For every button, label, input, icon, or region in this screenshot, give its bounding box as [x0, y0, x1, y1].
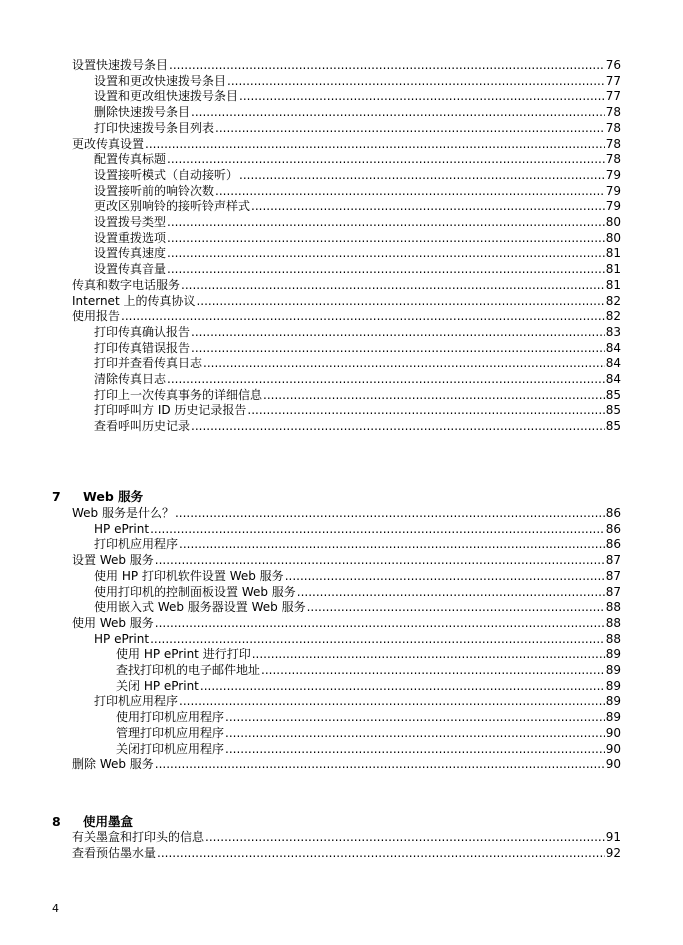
dot-leader: [263, 388, 605, 403]
toc-entry-title: 设置拨号类型: [94, 215, 167, 229]
dot-leader: [155, 616, 605, 631]
toc-entry-page: 88: [605, 600, 621, 615]
toc-entry[interactable]: [116, 710, 621, 725]
toc-entry-page: 83: [605, 324, 621, 339]
toc-entry-title: 打印机应用程序: [94, 694, 179, 709]
toc-entry-page: 82: [605, 309, 621, 324]
toc-entry-page: 91: [605, 830, 621, 844]
toc-entry[interactable]: [94, 388, 621, 403]
toc-entry[interactable]: [94, 356, 621, 371]
dot-leader: [179, 694, 605, 709]
toc-entry-page: 77: [605, 89, 621, 104]
dot-leader: [155, 757, 605, 772]
toc-entry[interactable]: [72, 616, 621, 631]
toc-entry[interactable]: [94, 246, 621, 261]
dot-leader: [297, 585, 605, 600]
toc-entry-title: 使用报告: [72, 309, 121, 324]
toc-entry-page: 86: [605, 521, 621, 536]
toc-entry-page: 82: [605, 293, 621, 308]
toc-entry[interactable]: [94, 632, 621, 647]
toc-entry[interactable]: [116, 742, 621, 757]
toc-entry-title: HP ePrint: [94, 521, 150, 536]
toc-entry-page: 79: [605, 199, 621, 214]
toc-entry[interactable]: [94, 262, 621, 277]
toc-entry-page: 90: [605, 725, 621, 740]
toc-entry[interactable]: [72, 846, 621, 861]
toc-entry-page: 80: [605, 215, 621, 229]
toc-entry[interactable]: [94, 694, 621, 709]
toc-entry[interactable]: [72, 278, 621, 293]
toc-entry-title: 打印机应用程序: [94, 537, 179, 552]
dot-leader: [150, 632, 605, 647]
dot-leader: [196, 294, 604, 309]
dot-leader: [225, 726, 605, 741]
toc-entry[interactable]: [72, 137, 621, 152]
toc-entry-page: 84: [605, 356, 621, 371]
toc-entry-title: 清除传真日志: [94, 372, 167, 386]
toc-entry-title: 打印并查看传真日志: [94, 356, 203, 371]
chapter-title: Web 服务: [83, 489, 144, 504]
toc-entry-page: 76: [605, 58, 621, 72]
dot-leader: [239, 168, 605, 183]
toc-entry-page: 80: [605, 230, 621, 245]
dot-leader: [145, 137, 605, 152]
dot-leader: [155, 553, 605, 568]
toc-entry-page: 87: [605, 584, 621, 599]
toc-entry-title: 删除 Web 服务: [72, 757, 154, 772]
dot-leader: [191, 419, 605, 434]
toc-entry-page: 84: [605, 372, 621, 386]
dot-leader: [181, 278, 605, 293]
toc-entry-title: 使用打印机的控制面板设置 Web 服务: [94, 584, 296, 599]
toc-entry-title: 设置接听模式（自动接听）: [94, 167, 239, 182]
toc-entry-title: 打印呼叫方 ID 历史记录报告: [94, 403, 247, 418]
dot-leader: [167, 372, 605, 387]
toc-entry[interactable]: [94, 600, 621, 615]
chapter-number: 7: [52, 489, 61, 504]
toc-entry-page: 88: [605, 631, 621, 646]
dot-leader: [203, 356, 605, 371]
toc-entry[interactable]: [94, 74, 621, 89]
toc-entry[interactable]: [116, 726, 621, 741]
chapter-title: 使用墨盒: [83, 814, 134, 829]
dot-leader: [307, 600, 605, 615]
toc-entry[interactable]: [94, 585, 621, 600]
toc-entry-page: 85: [605, 387, 621, 402]
toc-entry[interactable]: [72, 553, 621, 568]
toc-entry-title: 设置接听前的响铃次数: [94, 183, 215, 198]
toc-entry-page: 81: [605, 262, 621, 277]
toc-entry[interactable]: [94, 537, 621, 552]
toc-entry-page: 77: [605, 73, 621, 88]
dot-leader: [121, 309, 605, 324]
toc-entry-title: 更改区别响铃的接听铃声样式: [94, 199, 251, 214]
dot-leader: [200, 679, 605, 694]
toc-entry[interactable]: [94, 569, 621, 584]
toc-entry-page: 78: [605, 120, 621, 135]
toc-entry[interactable]: [72, 757, 621, 772]
toc-entry-page: 87: [605, 568, 621, 583]
toc-entry[interactable]: [94, 231, 621, 246]
dot-leader: [167, 246, 605, 261]
dot-leader: [227, 74, 605, 89]
toc-entry-title: 打印上一次传真事务的详细信息: [94, 387, 263, 402]
toc-entry-title: 打印快速拨号条目列表: [94, 120, 215, 135]
toc-entry-title: 打印传真确认报告: [94, 324, 191, 339]
dot-leader: [167, 231, 605, 246]
toc-entry-page: 86: [605, 506, 621, 520]
toc-entry-title: 关闭 HP ePrint: [116, 678, 199, 693]
toc-entry-title: 查找打印机的电子邮件地址: [116, 663, 261, 677]
toc-entry[interactable]: [72, 309, 621, 324]
toc-entry-page: 81: [605, 246, 621, 261]
dot-leader: [247, 403, 604, 418]
toc-entry-title: Internet 上的传真协议: [72, 293, 196, 308]
toc-entry-page: 89: [605, 647, 621, 662]
toc-entry-title: 使用嵌入式 Web 服务器设置 Web 服务: [94, 600, 306, 615]
toc-entry-page: 85: [605, 403, 621, 418]
toc-entry-title: Web 服务是什么？: [72, 506, 174, 520]
toc-entry[interactable]: [94, 89, 621, 104]
toc-entry-title: 设置和更改组快速拨号条目: [94, 89, 239, 104]
toc-entry-page: 89: [605, 678, 621, 693]
dot-leader: [167, 152, 605, 167]
dot-leader: [285, 569, 605, 584]
toc-entry-page: 89: [605, 663, 621, 677]
dot-leader: [150, 522, 605, 537]
toc-entry-title: 关闭打印机应用程序: [116, 741, 225, 756]
toc-entry-title: 设置传真速度: [94, 246, 167, 261]
toc-entry-title: 设置快速拨号条目: [72, 58, 169, 72]
dot-leader: [167, 262, 605, 277]
toc-entry[interactable]: [94, 341, 621, 356]
toc-entry-title: 设置和更改快速拨号条目: [94, 73, 227, 88]
toc-entry-title: 打印传真错误报告: [94, 340, 191, 355]
toc-entry-page: 79: [605, 183, 621, 198]
toc-entry-title: HP ePrint: [94, 631, 150, 646]
dot-leader: [225, 710, 605, 725]
toc-entry-title: 使用 Web 服务: [72, 615, 154, 630]
toc-entry-title: 使用打印机应用程序: [116, 710, 225, 725]
toc-entry[interactable]: [94, 184, 621, 199]
dot-leader: [179, 537, 605, 552]
dot-leader: [157, 846, 605, 861]
toc-entry[interactable]: [94, 419, 621, 434]
toc-entry-page: 85: [605, 419, 621, 434]
toc-entry[interactable]: [94, 168, 621, 183]
dot-leader: [167, 215, 605, 230]
dot-leader: [191, 325, 605, 340]
chapter-number: 8: [52, 814, 61, 829]
toc-entry-page: 90: [605, 757, 621, 772]
toc-entry[interactable]: [72, 830, 621, 845]
toc-entry-page: 84: [605, 340, 621, 355]
toc-entry-title: 配置传真标题: [94, 152, 167, 167]
toc-entry[interactable]: [116, 647, 621, 662]
toc-entry-page: 78: [605, 152, 621, 167]
toc-entry-title: 查看呼叫历史记录: [94, 419, 191, 434]
toc-entry-page: 78: [605, 105, 621, 120]
toc-entry[interactable]: [94, 403, 621, 418]
toc-entry-title: 使用 HP ePrint 进行打印: [116, 647, 251, 662]
dot-leader: [239, 89, 605, 104]
toc-entry-title: 设置 Web 服务: [72, 553, 154, 568]
toc-entry[interactable]: [72, 294, 621, 309]
chapter-heading: [52, 814, 133, 830]
toc-entry-title: 设置传真音量: [94, 262, 167, 277]
toc-entry-page: 90: [605, 741, 621, 756]
toc-entry-page: 87: [605, 553, 621, 568]
toc-entry[interactable]: [116, 663, 621, 678]
toc-entry[interactable]: [72, 506, 621, 521]
toc-entry[interactable]: [94, 522, 621, 537]
dot-leader: [225, 742, 605, 757]
toc-entry-title: 更改传真设置: [72, 136, 145, 151]
toc-entry[interactable]: [94, 372, 621, 387]
toc-entry-page: 89: [605, 694, 621, 709]
toc-entry[interactable]: [94, 152, 621, 167]
toc-entry-title: 管理打印机应用程序: [116, 725, 225, 740]
toc-entry[interactable]: [72, 58, 621, 73]
dot-leader: [251, 199, 605, 214]
toc-entry-title: 传真和数字电话服务: [72, 277, 181, 292]
chapter-heading: [52, 489, 143, 505]
toc-entry-title: 设置重拨选项: [94, 230, 167, 245]
toc-entry-title: 删除快速拨号条目: [94, 105, 191, 120]
dot-leader: [175, 506, 605, 521]
page-number: 4: [52, 902, 59, 915]
dot-leader: [252, 647, 605, 662]
toc-entry-title: 查看预估墨水量: [72, 845, 157, 860]
dot-leader: [261, 663, 605, 678]
toc-entry-title: 使用 HP 打印机软件设置 Web 服务: [94, 568, 284, 583]
dot-leader: [191, 341, 605, 356]
toc-entry-page: 89: [605, 710, 621, 725]
toc-entry[interactable]: [94, 199, 621, 214]
toc-entry-page: 88: [605, 615, 621, 630]
toc-entry[interactable]: [94, 215, 621, 230]
toc-entry-page: 78: [605, 136, 621, 151]
toc-entry[interactable]: [116, 679, 621, 694]
dot-leader: [215, 121, 605, 136]
dot-leader: [191, 105, 605, 120]
dot-leader: [215, 184, 605, 199]
toc-entry-title: 有关墨盒和打印头的信息: [72, 830, 205, 844]
toc-entry-page: 92: [605, 845, 621, 860]
dot-leader: [205, 830, 605, 845]
toc-entry[interactable]: [94, 325, 621, 340]
toc-entry-page: 86: [605, 537, 621, 552]
toc-entry-page: 81: [605, 277, 621, 292]
toc-entry-page: 79: [605, 167, 621, 182]
toc-entry[interactable]: [94, 121, 621, 136]
toc-entry[interactable]: [94, 105, 621, 120]
dot-leader: [169, 58, 605, 73]
